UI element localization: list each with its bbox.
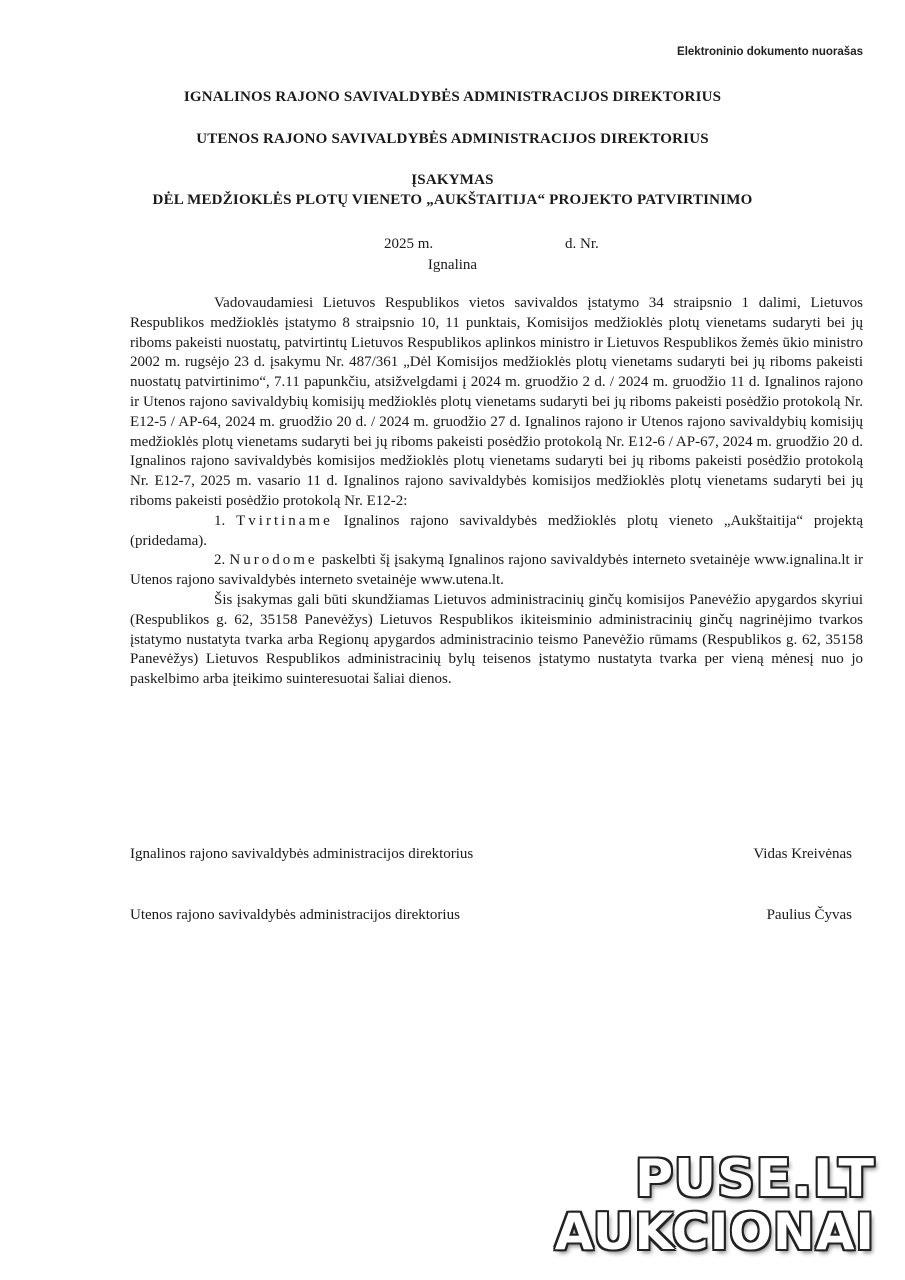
clause-2-text: paskelbti šį įsakymą Ignalinos rajono savivaldybės interneto svetainėje www.ignalina.lt ir Utenos rajono savivaldybės interneto svetainėje www.utena.lt. [130,552,863,589]
clause-1-verb: Tvirtiname [236,512,333,529]
clause-2-verb: Nurodome [229,552,318,569]
clause-1 [130,512,863,552]
watermark-line-2: AUKCIONAI [554,1203,875,1261]
copy-label: Elektroninio dokumento nuorašas [677,46,863,58]
heading-ignalina-director: IGNALINOS RAJONO SAVIVALDYBĖS ADMINISTRACIJOS DIREKTORIUS [183,89,722,105]
appeal-paragraph: Šis įsakymas gali būti skundžiamas Lietuvos administracinių ginčų komisijos Panevėžio apygardos skyriui (Respublikos g. 62, 35158 Panevėžys) Lietuvos Respublikos ikiteisminio administracinių ginčų nagrinėjimo tvarkos įstatymo nustatyta tvarka arba Regionų apygardos administracinio teismo Panevėžio rūmams (Respublikos g. 62, 35158 Panevėžys) Lietuvos Respublikos administracinių bylų teisenos įstatymo nustatyta tvarka per vieną mėnesį nuo jo paskelbimo arba įteikimo suinteresuotai šaliai dienos. [130,591,863,688]
document-type-title: ĮSAKYMAS [411,172,494,188]
signatory-name: Paulius Čyvas [766,907,852,923]
date-year: 2025 m. [384,236,434,252]
preamble-paragraph: Vadovaudamiesi Lietuvos Respublikos vietos savivaldos įstatymo 34 straipsnio 1 dalimi, Lietuvos Respublikos medžioklės įstatymo 8 straipsnio 10, 11 punktais, Komisijos medžioklės plotų vienetams sudaryti bei jų riboms pakeisti nuostatų, patvirtintų Lietuvos Respublikos aplinkos ministro ir Lietuvos Respublikos žemės ūkio ministro 2002 m. rugsėjo 23 d. įsakymu Nr. 487/361 „Dėl Komisijos medžioklės plotų vienetams sudaryti bei jų riboms pakeisti nuostatų patvirtinimo“, 7.11 papunkčiu, atsižvelgdami į 2024 m. gruodžio 2 d. / 2024 m. gruodžio 11 d. Ignalinos rajono ir Utenos rajono savivaldybių komisijų medžioklės plotų vienetams sudaryti bei jų riboms pakeisti posėdžio protokolą Nr. E12-5 / AP-64, 2024 m. gruodžio 20 d. / 2024 m. gruodžio 27 d. Ignalinos rajono ir Utenos rajono savivaldybių komisijų medžioklės plotų vienetams sudaryti bei jų riboms pakeisti posėdžio protokolą Nr. E12-6 / AP-67, 2024 m. gruodžio 20 d. Ignalinos rajono savivaldybės komisijos medžioklės plotų vienetams sudaryti bei jų riboms pakeisti posėdžio protokolą Nr. E12-7, 2025 m. vasario 11 d. Ignalinos rajono savivaldybės komisijos medžioklės plotų vienetams sudaryti bei jų riboms pakeisti posėdžio protokolą Nr. E12-2: [130,295,863,509]
heading-utena-director: UTENOS RAJONO SAVIVALDYBĖS ADMINISTRACIJOS DIREKTORIUS [196,131,709,147]
document-subject-title: DĖL MEDŽIOKLĖS PLOTŲ VIENETO „AUKŠTAITIJA“ PROJEKTO PATVIRTINIMO [152,192,753,208]
clause-2 [130,551,863,591]
clause-2-number: 2. [214,552,226,569]
watermark-line-1: PUSE.LT [634,1149,875,1209]
clause-1-text: Ignalinos rajono savivaldybės medžioklės plotų vieneto „Aukštaitija“ projektą (pridedama). [130,512,863,549]
clause-1-number: 1. [214,512,226,529]
document-body [130,294,863,690]
signatory-role: Utenos rajono savivaldybės administracijos direktorius [130,907,460,923]
place-of-issue: Ignalina [427,257,478,273]
signatory-name: Vidas Kreivėnas [753,846,852,862]
signatory-role: Ignalinos rajono savivaldybės administracijos direktorius [130,846,474,862]
document-number: d. Nr. [565,236,599,252]
